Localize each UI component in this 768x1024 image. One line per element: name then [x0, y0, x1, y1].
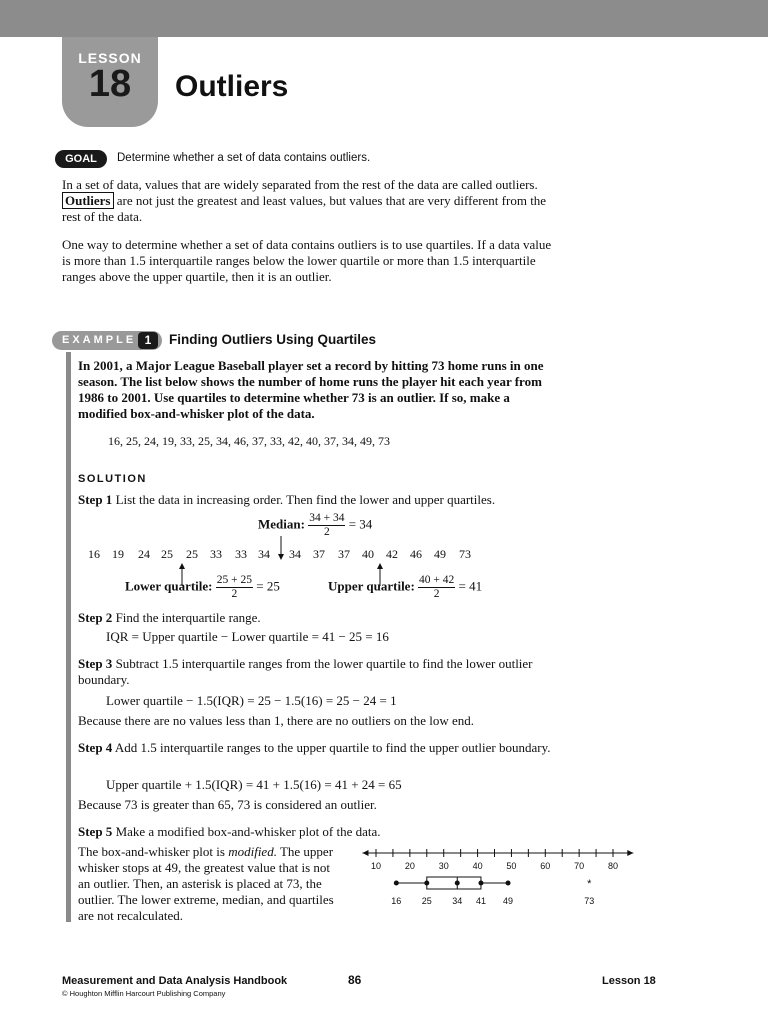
intro-text-a: In a set of data, values that are widely separated from the rest of the data are called outliers.: [62, 177, 538, 192]
axis-left-arrow: [362, 850, 368, 856]
footer-copyright: © Houghton Mifflin Harcourt Publishing Company: [62, 989, 226, 998]
median-arrowhead: [278, 554, 284, 560]
step-4-label: Step 4: [78, 740, 113, 755]
axis-right-arrow: [627, 850, 633, 856]
step-4: [78, 740, 553, 756]
lower-quartile-numerator: 25 + 25: [216, 574, 252, 586]
axis-tick-label: 10: [370, 861, 382, 871]
median-label: Median:: [258, 516, 305, 532]
sorted-value: 46: [410, 547, 422, 561]
step-5-desc-a: The box-and-whisker plot is: [78, 844, 225, 859]
sorted-value: 34: [258, 547, 270, 561]
point-label: 73: [584, 896, 595, 906]
step-2-equation: IQR = Upper quartile − Lower quartile = 41 − 25 = 16: [106, 629, 389, 644]
data-point: [394, 881, 399, 886]
step-2: [78, 610, 261, 626]
sorted-value: 34: [289, 547, 301, 561]
box-whisker-plot: [350, 838, 650, 918]
step-5-label: Step 5: [78, 824, 113, 839]
step-1-text: List the data in increasing order. Then find the lower and upper quartiles.: [115, 492, 496, 507]
box: [427, 877, 481, 889]
goal-badge: GOAL: [55, 150, 107, 168]
data-list: 16, 25, 24, 19, 33, 25, 34, 46, 37, 33, 42, 40, 37, 34, 49, 73: [108, 434, 390, 448]
outliers-term: Outliers: [62, 192, 114, 209]
median-denominator: 2: [323, 526, 330, 538]
point-label: 16: [391, 896, 402, 906]
step-4-conclusion: Because 73 is greater than 65, 73 is considered an outlier.: [78, 797, 377, 812]
example-title: Finding Outliers Using Quartiles: [169, 332, 377, 347]
median-result: = 34: [348, 516, 373, 532]
solution-label: SOLUTION: [78, 473, 147, 485]
example-label: EXAMPLE: [62, 334, 137, 346]
lower-quartile-fraction: [216, 574, 253, 601]
step-5-text: Make a modified box-and-whisker plot of the data.: [115, 824, 381, 839]
sorted-value: 49: [434, 547, 446, 561]
axis-tick-label: 80: [607, 861, 619, 871]
step-1-label: Step 1: [78, 492, 113, 507]
axis-tick-label: 60: [540, 861, 551, 871]
step-4-text: Add 1.5 interquartile ranges to the upper quartile to find the upper outlier boundary.: [114, 740, 551, 755]
step-5: [78, 824, 381, 840]
data-point: [455, 881, 460, 886]
upper-quartile-arrowhead: [377, 563, 383, 569]
upper-quartile-label: Upper quartile:: [328, 578, 415, 594]
sorted-value: 73: [459, 547, 471, 561]
footer-lesson: Lesson 18: [602, 975, 656, 987]
page-number: 86: [348, 973, 362, 987]
step-4-equation: Upper quartile + 1.5(IQR) = 41 + 1.5(16) = 41 + 24 = 65: [106, 777, 402, 792]
step-5-desc-em: modified.: [228, 844, 277, 859]
intro-paragraph-2: One way to determine whether a set of data contains outliers is to use quartiles. If a data value is more than 1.5 interquartile ranges below the lower quartile or more than 1.5 interquartile ranges above the upper quartile, then it is an outlier.: [62, 237, 552, 284]
plot-marks: [391, 877, 594, 906]
step-2-label: Step 2: [78, 610, 113, 625]
upper-quartile-numerator: 40 + 42: [419, 574, 455, 586]
outlier-asterisk: *: [587, 878, 592, 890]
intro-paragraph-1: [62, 177, 562, 225]
sorted-value: 24: [138, 547, 150, 561]
lower-quartile-expression: [125, 574, 280, 601]
data-point: [478, 881, 483, 886]
point-label: 49: [503, 896, 514, 906]
upper-quartile-denominator: 2: [433, 588, 440, 600]
axis-tick-label: 30: [438, 861, 449, 871]
sorted-value: 33: [210, 547, 222, 561]
upper-quartile-fraction: [418, 574, 455, 601]
lower-quartile-denominator: 2: [231, 588, 238, 600]
sorted-value: 25: [186, 547, 198, 561]
step-3-text: Subtract 1.5 interquartile ranges from the lower quartile to find the lower outlier boundary.: [78, 656, 533, 687]
sorted-value: 40: [362, 547, 374, 561]
page-title: Outliers: [175, 70, 289, 103]
sorted-value: 25: [161, 547, 173, 561]
top-bar: [0, 0, 768, 37]
example-number: 1: [138, 332, 158, 349]
point-label: 34: [452, 896, 463, 906]
lower-quartile-result: = 25: [256, 578, 280, 594]
axis-tick-label: 50: [506, 861, 517, 871]
point-label: 41: [475, 896, 486, 906]
sorted-value: 33: [235, 547, 247, 561]
data-point: [424, 881, 429, 886]
intro-text-b: are not just the greatest and least values, but values that are very different from the rest of the data.: [62, 193, 547, 224]
step-3: [78, 656, 553, 688]
footer-book-title: Measurement and Data Analysis Handbook: [62, 975, 288, 987]
sorted-value: 37: [313, 547, 325, 561]
lesson-label: LESSON: [78, 50, 142, 66]
sorted-value: 19: [112, 547, 124, 561]
point-label: 25: [421, 896, 432, 906]
sorted-value: 37: [338, 547, 350, 561]
axis-tick-label: 70: [574, 861, 585, 871]
example-sidebar-rule: [66, 352, 71, 922]
example-problem: In 2001, a Major League Baseball player set a record by hitting 73 home runs in one season. The list below shows the number of home runs the player hit each year from 1986 to 2001. Use quartiles to determine whether 73 is an outlier. If so, make a modified box-and-whisker plot of the data.: [78, 358, 544, 421]
lower-quartile-label: Lower quartile:: [125, 578, 213, 594]
number-line: [362, 849, 633, 871]
step-3-label: Step 3: [78, 656, 113, 671]
lower-quartile-arrowhead: [179, 563, 185, 569]
step-3-equation: Lower quartile − 1.5(IQR) = 25 − 1.5(16) = 25 − 24 = 1: [106, 693, 397, 708]
step-5-description: [78, 844, 338, 924]
data-point: [506, 881, 511, 886]
axis-tick-label: 20: [404, 861, 415, 871]
lesson-number: 18: [88, 63, 132, 105]
step-3-conclusion: Because there are no values less than 1, there are no outliers on the low end.: [78, 713, 474, 728]
step-2-text: Find the interquartile range.: [115, 610, 261, 625]
goal-text: Determine whether a set of data contains outliers.: [117, 152, 371, 164]
axis-tick-label: 40: [472, 861, 483, 871]
step-5-desc-b: The upper whisker stops at 49, the greatest value that is not an outlier. Then, an asterisk is placed at 73, the outlier. The lower extreme, median, and quartiles are not recalculated.: [78, 844, 334, 923]
sorted-value: 42: [386, 547, 398, 561]
step-1: [78, 492, 495, 508]
lesson-tab: [62, 37, 158, 127]
median-numerator: 34 + 34: [309, 512, 345, 524]
sorted-value: 16: [88, 547, 100, 561]
upper-quartile-expression: [328, 574, 482, 601]
upper-quartile-result: = 41: [458, 578, 483, 594]
